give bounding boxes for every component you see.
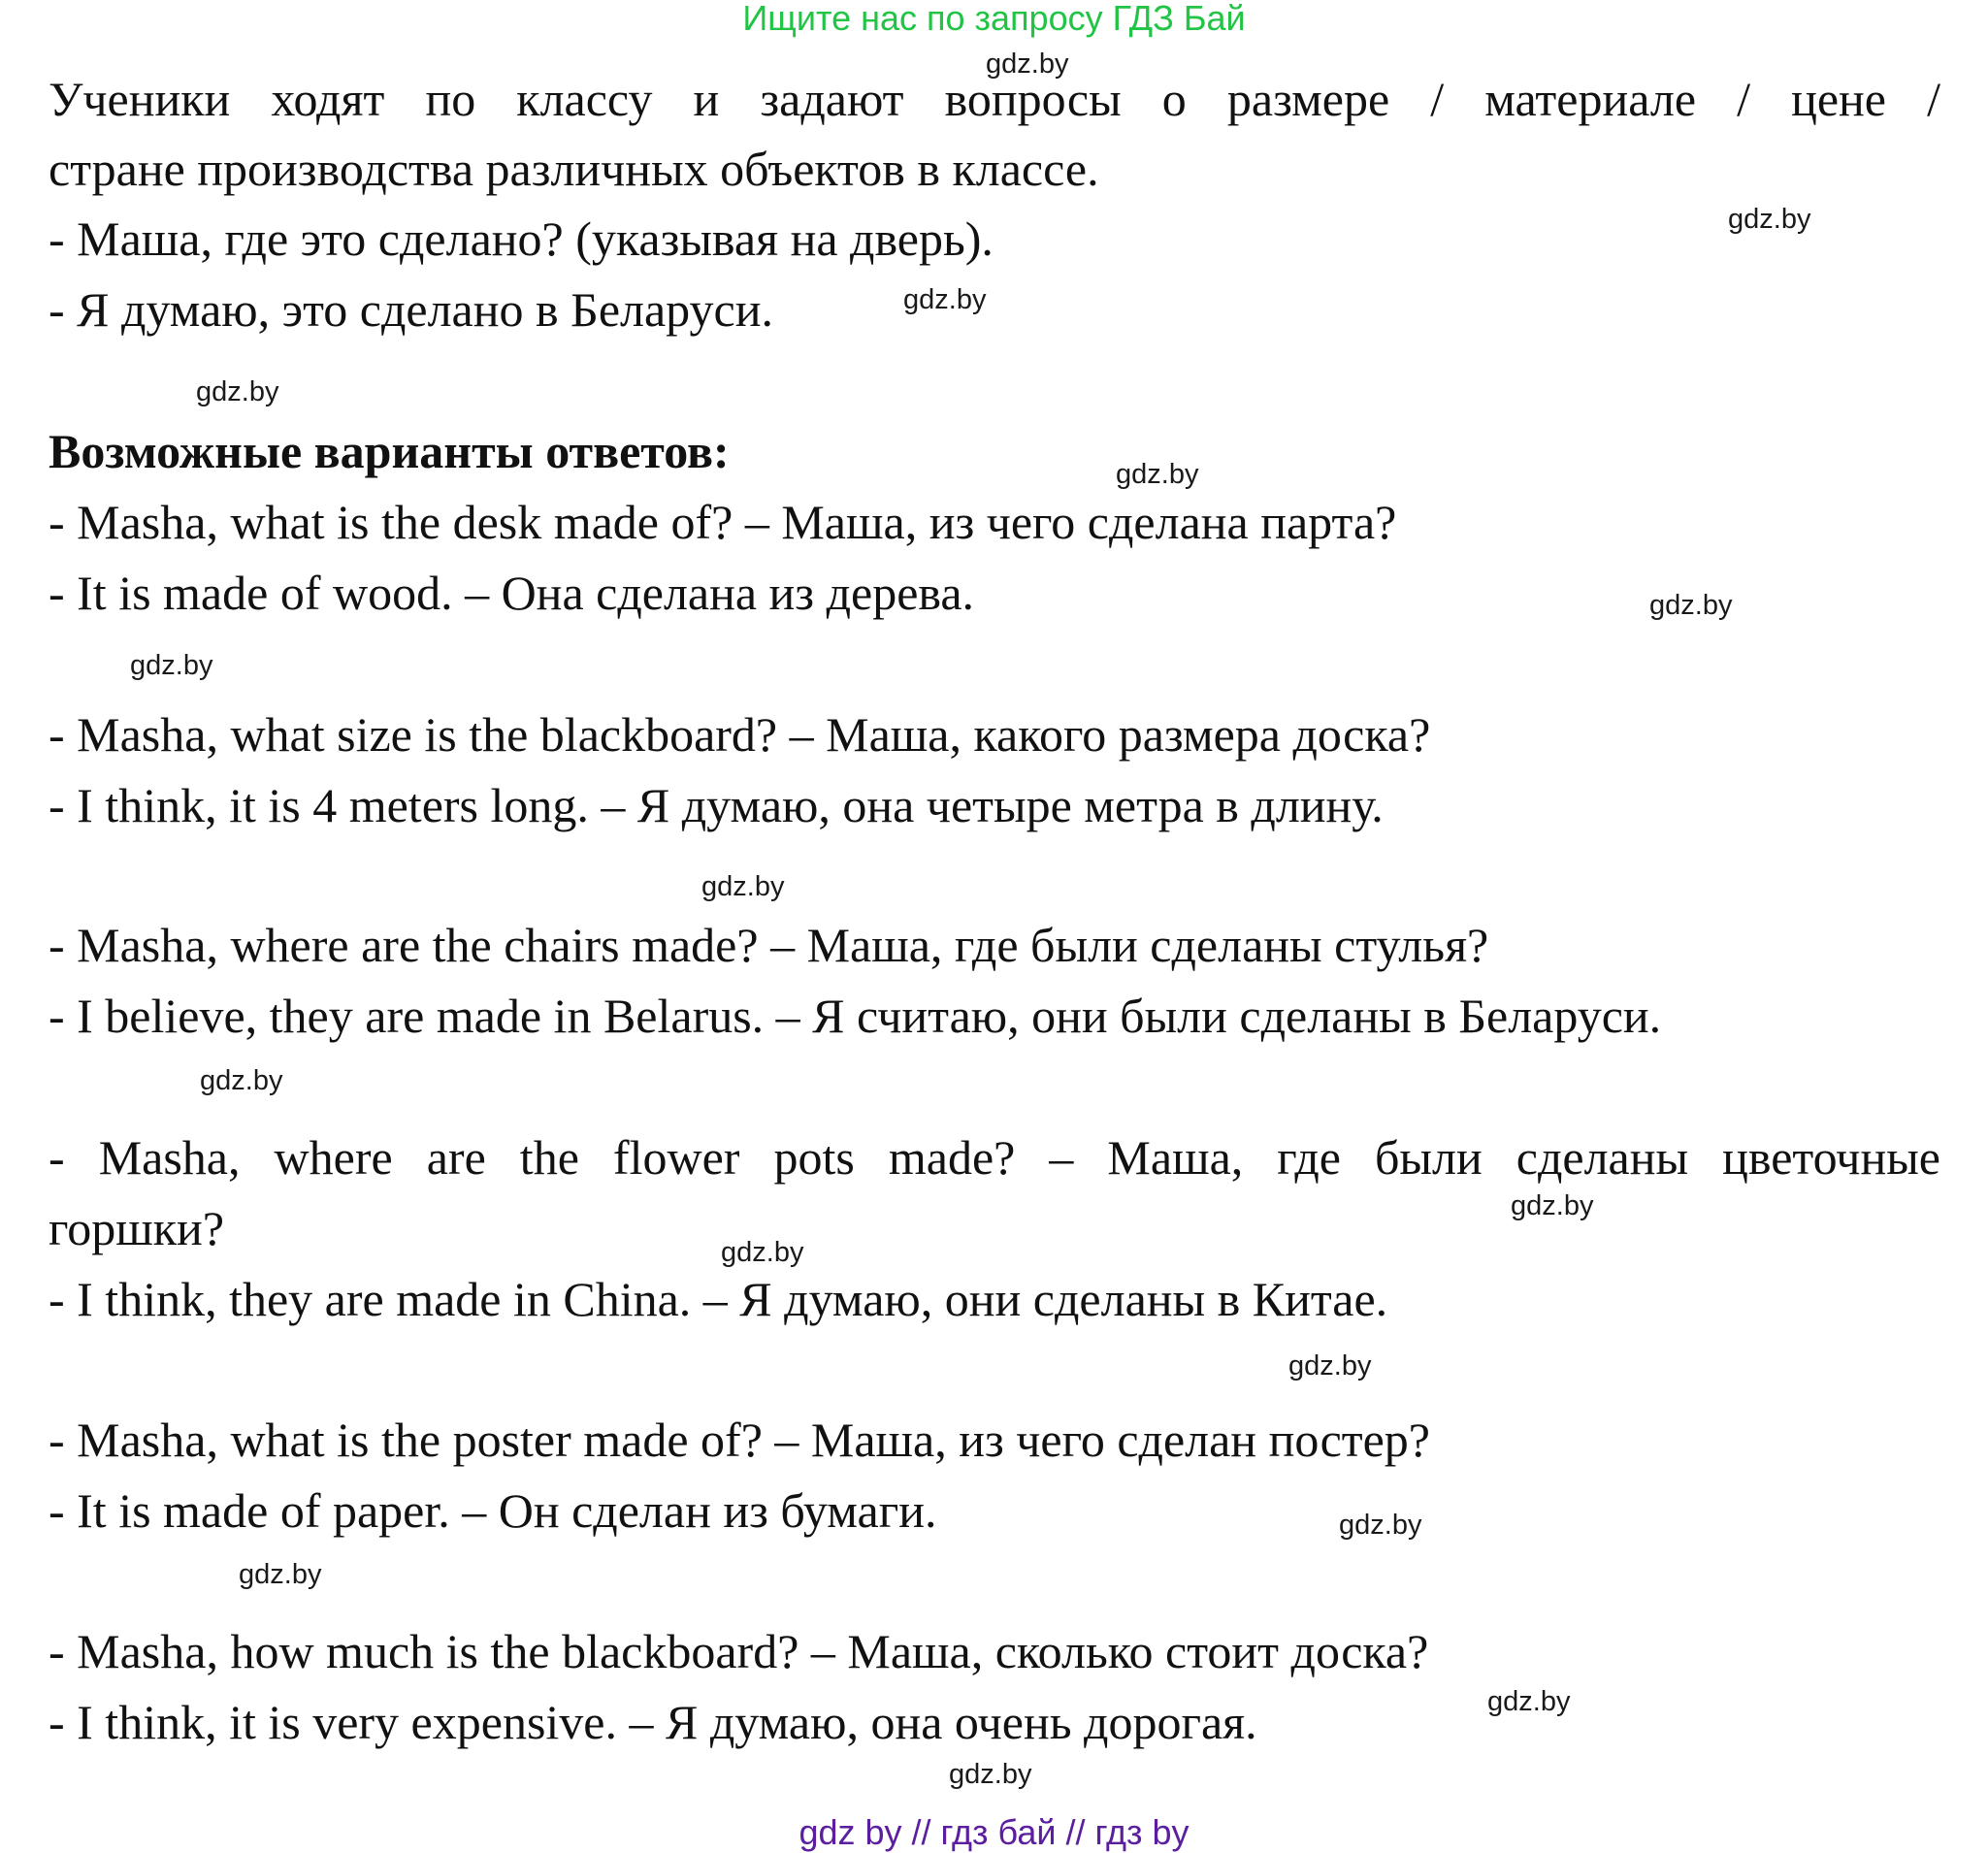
dialogue-2-answer: - I think, it is 4 meters long. – Я думаю, она четыре метра в длину. [49, 778, 1384, 832]
watermark: gdz.by [1487, 1686, 1571, 1717]
dialogue-4-answer: - I think, they are made in China. – Я думаю, они сделаны в Китае. [49, 1272, 1388, 1326]
intro-line-2: стране производства различных объектов в классе. [49, 142, 1099, 196]
dialogue-6-question: - Masha, how much is the blackboard? – Маша, сколько стоит доска? [49, 1624, 1429, 1678]
watermark: gdz.by [1649, 590, 1733, 621]
watermark: gdz.by [986, 49, 1069, 80]
watermark: gdz.by [1728, 204, 1811, 235]
dialogue-5-answer: - It is made of paper. – Он сделан из бумаги. [49, 1483, 937, 1538]
footer-links[interactable]: gdz by // гдз бай // гдз by [798, 1812, 1190, 1852]
intro-line-4: - Я думаю, это сделано в Беларуси. [49, 282, 773, 337]
dialogue-4-question-cont: горшки? [49, 1201, 225, 1255]
dialogue-2-question: - Masha, what size is the blackboard? – Маша, какого размера доска? [49, 707, 1431, 762]
dialogue-3-question: - Masha, where are the chairs made? – Маша, где были сделаны стулья? [49, 918, 1489, 972]
dialogue-4-question: - Masha, where are the flower pots made? – Маша, где были сделаны цветочные [49, 1130, 1940, 1185]
watermark: gdz.by [239, 1559, 322, 1590]
dialogue-1-question: - Masha, what is the desk made of? – Маша, из чего сделана парта? [49, 495, 1397, 549]
watermark: gdz.by [701, 871, 785, 902]
watermark: gdz.by [130, 650, 213, 681]
watermark: gdz.by [949, 1759, 1032, 1790]
dialogue-3-answer: - I believe, they are made in Belarus. – Я считаю, они были сделаны в Беларуси. [49, 989, 1662, 1043]
watermark: gdz.by [1288, 1350, 1372, 1382]
dialogue-6-answer: - I think, it is very expensive. – Я думаю, она очень дорогая. [49, 1695, 1257, 1749]
dialogue-1-answer: - It is made of wood. – Она сделана из дерева. [49, 566, 975, 620]
dialogue-5-question: - Masha, what is the poster made of? – Маша, из чего сделан постер? [49, 1413, 1430, 1467]
header-banner[interactable]: Ищите нас по запросу ГДЗ Бай [742, 0, 1246, 38]
intro-line-3: - Маша, где это сделано? (указывая на дверь). [49, 211, 994, 266]
watermark: gdz.by [1511, 1190, 1594, 1221]
answers-heading: Возможные варианты ответов: [49, 424, 730, 478]
watermark: gdz.by [1116, 459, 1199, 490]
watermark: gdz.by [1339, 1510, 1422, 1541]
watermark: gdz.by [903, 284, 987, 315]
watermark: gdz.by [196, 376, 279, 407]
watermark: gdz.by [721, 1237, 804, 1268]
intro-line-1: Ученики ходят по классу и задают вопросы о размере / материале / цене / [49, 72, 1940, 126]
watermark: gdz.by [200, 1065, 283, 1096]
